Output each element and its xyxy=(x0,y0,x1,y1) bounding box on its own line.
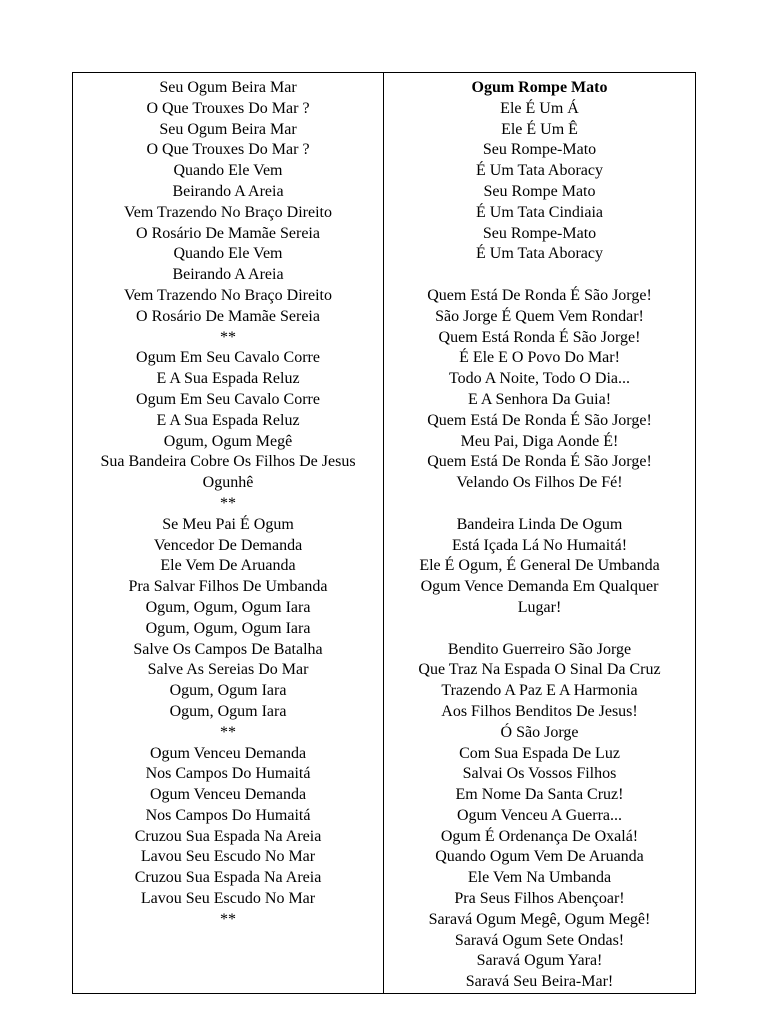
lyric-line: Todo A Noite, Todo O Dia... xyxy=(448,370,630,388)
lyric-line: Saravá Seu Beira-Mar! xyxy=(465,973,614,991)
lyric-line: Ogum É Ordenança De Oxalá! xyxy=(440,827,639,845)
lyric-line: Seu Ogum Beira Mar xyxy=(159,120,297,138)
lyric-line: É Um Tata Aboracy xyxy=(476,245,603,263)
lyric-line: Ogum, Ogum, Ogum Iara xyxy=(145,598,311,616)
lyric-line: Ogum, Ogum, Ogum Iara xyxy=(145,619,311,637)
lyric-line: Beirando A Areia xyxy=(172,182,284,200)
right-column-title: Ogum Rompe Mato xyxy=(471,79,608,96)
lyric-line: Lugar! xyxy=(517,598,562,616)
lyric-line: Seu Rompe Mato xyxy=(483,182,596,200)
lyric-line: Ogum Em Seu Cavalo Corre xyxy=(136,390,320,408)
lyric-line: Seu Ogum Beira Mar xyxy=(159,79,297,96)
lyric-line: Beirando A Areia xyxy=(172,266,284,284)
lyric-line: Saravá Ogum Yara! xyxy=(476,952,603,970)
lyric-line: Em Nome Da Santa Cruz! xyxy=(455,786,624,804)
lyric-line: O Que Trouxes Do Mar ? xyxy=(146,99,310,117)
lyric-line: Ogunhê xyxy=(202,474,254,492)
left-column xyxy=(73,73,384,993)
lyric-line: Que Traz Na Espada O Sinal Da Cruz xyxy=(418,661,661,679)
lyric-line: Vem Trazendo No Braço Direito xyxy=(124,286,332,304)
lyric-line: Nos Campos Do Humaitá xyxy=(145,765,311,783)
lyric-line: Se Meu Pai É Ogum xyxy=(162,515,294,533)
lyric-line: Quem Está De Ronda É São Jorge! xyxy=(427,286,652,304)
lyric-line: O Que Trouxes Do Mar ? xyxy=(146,141,310,159)
lyric-line: O Rosário De Mamãe Sereia xyxy=(136,307,320,325)
lyric-line: Trazendo A Paz E A Harmonia xyxy=(441,682,638,700)
lyric-line: É Um Tata Aboracy xyxy=(476,162,603,180)
lyric-line: E A Sua Espada Reluz xyxy=(156,370,300,388)
lyric-line: Ogum, Ogum Iara xyxy=(169,682,287,700)
lyric-line xyxy=(384,265,695,286)
lyric-line: Nos Campos Do Humaitá xyxy=(145,806,311,824)
lyric-line: Quem Está De Ronda É São Jorge! xyxy=(427,411,652,429)
lyric-line: Pra Seus Filhos Abençoar! xyxy=(454,890,625,908)
lyric-line: Sua Bandeira Cobre Os Filhos De Jesus xyxy=(100,453,356,471)
lyric-line: Quando Ele Vem xyxy=(173,245,283,263)
lyric-line: Saravá Ogum Megê, Ogum Megê! xyxy=(428,910,651,928)
right-column xyxy=(384,73,695,993)
lyric-line: Lavou Seu Escudo No Mar xyxy=(140,848,316,866)
lyric-line: Pra Salvar Filhos De Umbanda xyxy=(128,578,328,596)
lyric-line: Meu Pai, Diga Aonde É! xyxy=(460,432,619,450)
lyric-line: Aos Filhos Benditos De Jesus! xyxy=(441,702,638,720)
lyric-line: Seu Rompe-Mato xyxy=(482,224,597,242)
lyric-line: Quando Ele Vem xyxy=(173,162,283,180)
lyric-line: Quem Está Ronda É São Jorge! xyxy=(438,328,641,346)
lyric-line: Salve Os Campos De Batalha xyxy=(133,640,323,658)
lyric-line xyxy=(384,619,695,640)
lyric-line: Seu Rompe-Mato xyxy=(482,141,597,159)
lyric-line: Ogum, Ogum Iara xyxy=(169,702,287,720)
lyric-line: Vencedor De Demanda xyxy=(153,536,303,554)
lyric-line: Velando Os Filhos De Fé! xyxy=(456,474,623,492)
lyric-line: Ele Vem De Aruanda xyxy=(160,557,296,575)
lyric-line: Vem Trazendo No Braço Direito xyxy=(124,203,332,221)
lyric-line: Quando Ogum Vem De Aruanda xyxy=(435,848,644,866)
lyric-line: Ogum, Ogum Megê xyxy=(163,432,293,450)
lyric-line: O Rosário De Mamãe Sereia xyxy=(136,224,320,242)
lyric-line: Lavou Seu Escudo No Mar xyxy=(140,890,316,908)
lyric-line: Cruzou Sua Espada Na Areia xyxy=(134,827,322,845)
lyric-line: Ele Vem Na Umbanda xyxy=(467,869,612,887)
lyric-line: Salvai Os Vossos Filhos xyxy=(462,765,617,783)
lyric-line: Ele É Um Á xyxy=(500,99,579,117)
lyric-line: E A Senhora Da Guia! xyxy=(467,390,612,408)
lyric-line: Ogum Venceu A Guerra... xyxy=(457,806,622,824)
lyric-line: E A Sua Espada Reluz xyxy=(156,411,300,429)
lyric-line: ** xyxy=(220,328,236,346)
lyric-line: Bandeira Linda De Ogum xyxy=(456,515,623,533)
lyric-line: Ó São Jorge xyxy=(500,723,579,741)
lyric-line: Ogum Venceu Demanda xyxy=(149,744,307,762)
lyric-line: Está Içada Lá No Humaitá! xyxy=(451,536,628,554)
lyric-line: É Ele E O Povo Do Mar! xyxy=(459,349,620,367)
lyric-line: Quem Está De Ronda É São Jorge! xyxy=(427,453,652,471)
lyric-line: Ele É Ogum, É General De Umbanda xyxy=(419,557,660,575)
lyric-line: Cruzou Sua Espada Na Areia xyxy=(134,869,322,887)
lyric-line: ** xyxy=(220,494,236,512)
lyric-line: ** xyxy=(220,910,236,928)
lyric-line: Bendito Guerreiro São Jorge xyxy=(447,640,632,658)
lyric-line xyxy=(384,494,695,515)
lyric-line: São Jorge É Quem Vem Rondar! xyxy=(435,307,644,325)
lyric-line: É Um Tata Cindiaia xyxy=(476,203,603,221)
lyric-line: Ogum Vence Demanda Em Qualquer xyxy=(420,578,659,596)
lyric-line: ** xyxy=(220,723,236,741)
lyric-line: Ogum Venceu Demanda xyxy=(149,786,307,804)
lyrics-table xyxy=(72,72,696,994)
lyric-line: Saravá Ogum Sete Ondas! xyxy=(454,931,625,949)
lyric-line: Com Sua Espada De Luz xyxy=(459,744,620,762)
lyric-line: Salve As Sereias Do Mar xyxy=(147,661,309,679)
lyric-line: Ele É Um Ê xyxy=(501,120,578,138)
lyric-line: Ogum Em Seu Cavalo Corre xyxy=(136,349,320,367)
